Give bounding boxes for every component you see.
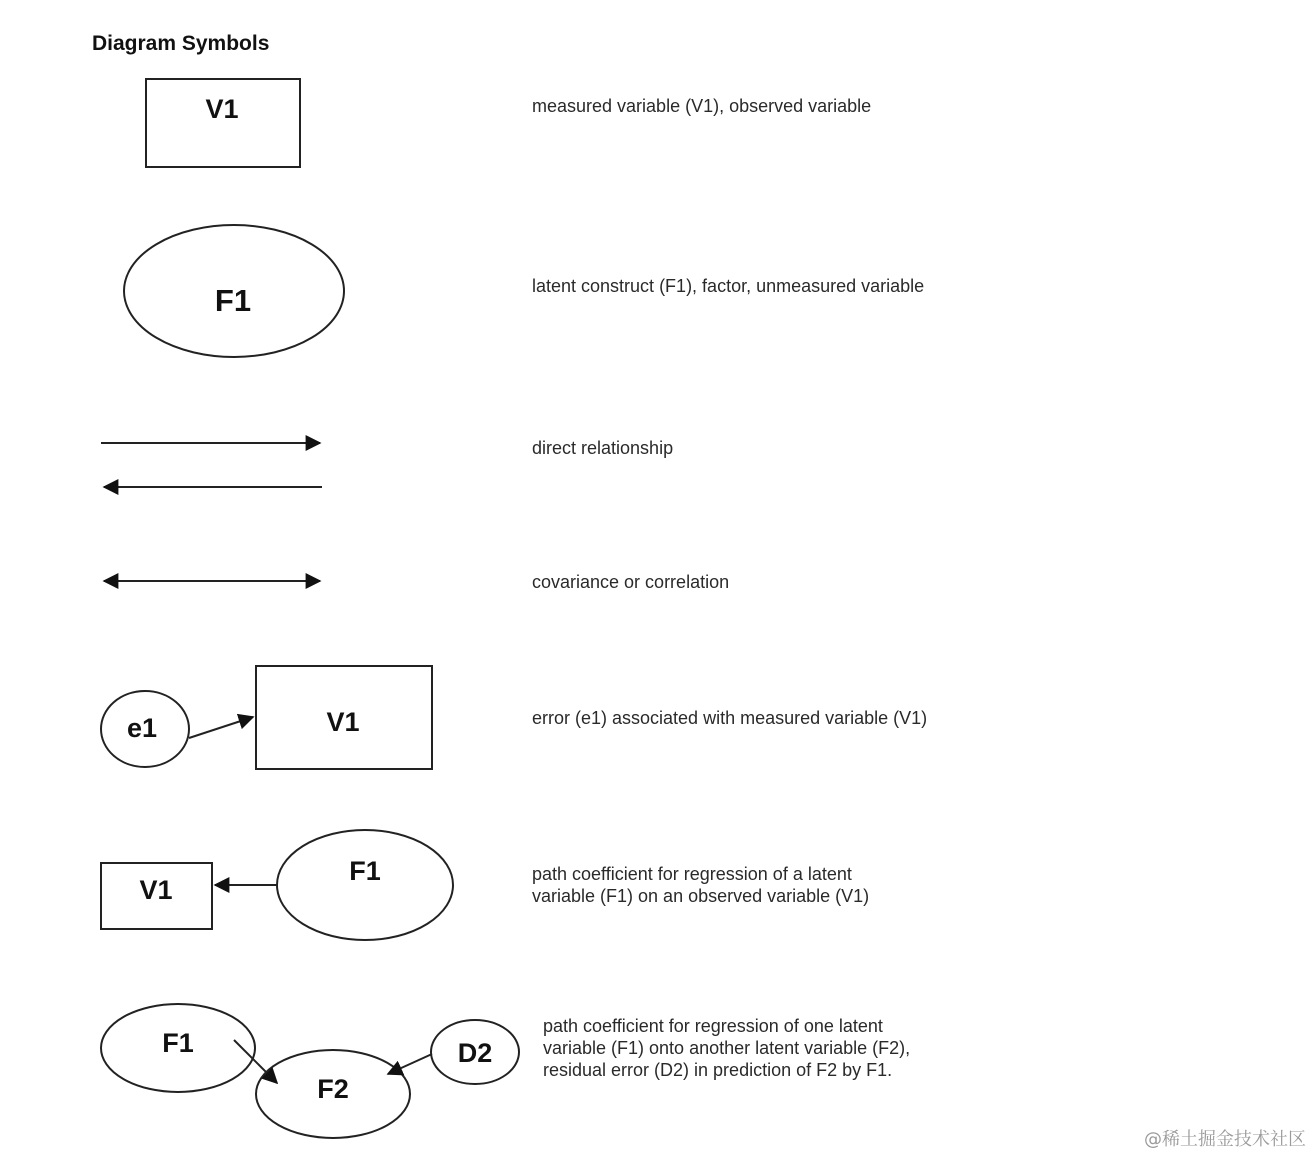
path-observed-box-label: V1: [139, 875, 173, 905]
path-observed-ellipse-label: F1: [349, 856, 381, 886]
path-latent-d2-arrow: [388, 1054, 432, 1074]
path-latent-description-line-3: residual error (D2) in prediction of F2 by F1.: [543, 1060, 893, 1080]
error-description: error (e1) associated with measured variable (V1): [532, 708, 928, 728]
latent-construct-description: latent construct (F1), factor, unmeasured variable: [532, 276, 925, 296]
error-measured-label: V1: [326, 707, 360, 737]
path-latent-f2-label: F2: [317, 1074, 349, 1104]
path-observed-description-line-1: path coefficient for regression of a latent: [532, 864, 852, 884]
path-latent-f1-label: F1: [162, 1028, 194, 1058]
measured-variable-symbol: [146, 79, 300, 167]
direct-relationship-description: direct relationship: [532, 438, 674, 458]
path-latent-d2-label: D2: [457, 1038, 493, 1068]
latent-construct-symbol: [124, 225, 344, 357]
error-arrow: [189, 717, 253, 738]
path-latent-description-line-1: path coefficient for regression of one latent: [543, 1016, 883, 1036]
measured-variable-description: measured variable (V1), observed variable: [532, 96, 872, 116]
watermark-text: @稀土掘金技术社区: [1144, 1129, 1306, 1150]
error-symbol: [101, 666, 432, 769]
page-title: Diagram Symbols: [92, 32, 270, 55]
path-latent-description-line-2: variable (F1) onto another latent variable (F2),: [543, 1038, 911, 1058]
direct-relationship-symbol: [101, 443, 322, 487]
covariance-description: covariance or correlation: [532, 572, 730, 592]
error-label: e1: [126, 713, 158, 743]
latent-construct-label: F1: [214, 283, 252, 318]
path-latent-symbol: [101, 1004, 519, 1138]
path-observed-symbol: [101, 830, 453, 940]
path-observed-description-line-2: variable (F1) on an observed variable (V1): [532, 886, 870, 906]
measured-variable-label: V1: [205, 94, 239, 124]
